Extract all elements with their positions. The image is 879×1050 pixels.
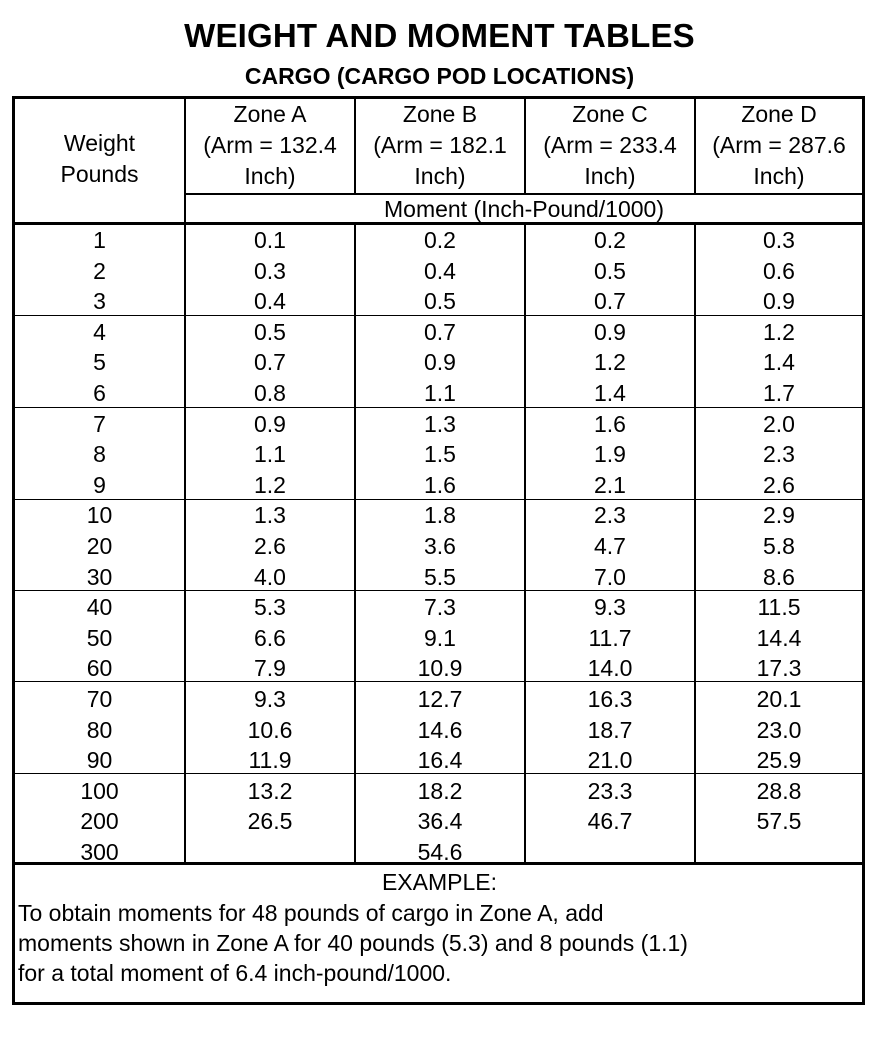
zone-a-cell: 1.3 bbox=[254, 502, 286, 529]
moment-unit-label: Moment (Inch-Pound/1000) bbox=[384, 196, 664, 222]
zone-c-cell: 9.3 bbox=[594, 594, 626, 621]
weight-cell: 100 bbox=[80, 777, 119, 804]
zone-d-cell: 2.3 bbox=[763, 441, 795, 468]
zone-header-a bbox=[186, 99, 354, 192]
zone-header-b bbox=[356, 99, 524, 192]
zone-b-cell: 0.4 bbox=[424, 257, 456, 284]
zone-header-c bbox=[526, 99, 694, 192]
zone-d-cell: 11.5 bbox=[757, 594, 801, 621]
page-subtitle: CARGO (CARGO POD LOCATIONS) bbox=[244, 63, 635, 89]
zone-b-cell: 3.6 bbox=[424, 532, 456, 559]
zone-name: Zone B bbox=[402, 101, 478, 127]
zone-a-cell: 1.2 bbox=[254, 471, 286, 498]
zone-c-cell: 0.5 bbox=[594, 257, 626, 284]
zone-d-cell: 1.7 bbox=[763, 379, 795, 406]
zone-d-cell bbox=[696, 837, 862, 868]
example-heading: EXAMPLE: bbox=[381, 869, 498, 895]
zone-a-cell: 7.9 bbox=[254, 655, 286, 682]
zone-unit: Inch) bbox=[753, 163, 805, 189]
zone-b-cell: 18.2 bbox=[417, 777, 463, 804]
zone-arm: (Arm = 287.6 bbox=[712, 132, 846, 158]
zone-d-column bbox=[696, 225, 862, 867]
zone-c-cell: 4.7 bbox=[594, 532, 626, 559]
zone-d-cell: 2.6 bbox=[763, 471, 795, 498]
weight-cell: 30 bbox=[86, 563, 113, 590]
zone-b-cell: 9.1 bbox=[424, 624, 456, 651]
weight-cell: 50 bbox=[86, 624, 113, 651]
weight-cell: 300 bbox=[80, 838, 119, 865]
weight-cell: 7 bbox=[93, 410, 106, 437]
weight-cell: 6 bbox=[93, 379, 106, 406]
zone-a-cell: 0.4 bbox=[254, 288, 286, 315]
zone-d-cell: 1.4 bbox=[763, 349, 795, 376]
zone-d-cell: 25.9 bbox=[756, 747, 802, 774]
zone-unit: Inch) bbox=[414, 163, 466, 189]
zone-c-cell: 1.2 bbox=[594, 349, 626, 376]
weight-header bbox=[15, 128, 184, 190]
zone-c-cell: 7.0 bbox=[594, 563, 626, 590]
weight-cell: 3 bbox=[93, 288, 106, 315]
weight-cell: 1 bbox=[93, 227, 106, 253]
zone-c-cell: 46.7 bbox=[587, 808, 633, 835]
zone-d-cell: 57.5 bbox=[756, 808, 802, 835]
zone-d-cell: 28.8 bbox=[756, 777, 802, 804]
example-line: To obtain moments for 48 pounds of cargo in Zone A, add bbox=[18, 900, 604, 926]
zone-c-cell: 0.7 bbox=[594, 288, 626, 315]
weight-cell: 70 bbox=[86, 685, 113, 712]
zone-b-cell: 1.6 bbox=[424, 471, 456, 498]
zone-a-cell: 5.3 bbox=[254, 594, 286, 621]
zone-b-cell: 54.6 bbox=[417, 838, 463, 865]
zone-a-cell: 4.0 bbox=[254, 563, 286, 590]
weight-cell: 4 bbox=[93, 318, 106, 345]
zone-d-cell: 0.3 bbox=[763, 227, 795, 253]
zone-c-cell: 2.3 bbox=[594, 502, 626, 529]
zone-a-cell: 0.7 bbox=[254, 349, 286, 376]
zone-c-cell: 0.2 bbox=[594, 227, 626, 253]
zone-d-cell: 8.6 bbox=[763, 563, 795, 590]
zone-a-cell: 9.3 bbox=[254, 685, 286, 712]
zone-b-column bbox=[356, 225, 524, 867]
page-title: WEIGHT AND MOMENT TABLES bbox=[184, 17, 695, 54]
weight-cell: 2 bbox=[93, 257, 106, 284]
example-line: for a total moment of 6.4 inch-pound/1000. bbox=[18, 960, 452, 986]
zone-d-cell: 23.0 bbox=[756, 716, 802, 743]
zone-b-cell: 12.7 bbox=[417, 685, 463, 712]
weight-cell: 8 bbox=[93, 441, 106, 468]
weight-header-line: Weight bbox=[63, 130, 136, 156]
zone-arm: (Arm = 233.4 bbox=[543, 132, 677, 158]
zone-b-cell: 16.4 bbox=[417, 747, 463, 774]
weight-header-line: Pounds bbox=[60, 161, 139, 187]
weight-cell: 20 bbox=[86, 532, 113, 559]
zone-b-cell: 10.9 bbox=[417, 655, 463, 682]
zone-d-cell: 17.3 bbox=[756, 655, 802, 682]
zone-b-cell: 14.6 bbox=[417, 716, 463, 743]
zone-b-cell: 0.2 bbox=[424, 227, 456, 253]
zone-d-cell: 2.9 bbox=[763, 502, 795, 529]
zone-b-cell: 1.3 bbox=[424, 410, 456, 437]
zone-a-cell: 1.1 bbox=[254, 441, 286, 468]
zone-c-cell: 1.9 bbox=[594, 441, 626, 468]
zone-unit: Inch) bbox=[244, 163, 296, 189]
weight-cell: 9 bbox=[93, 471, 106, 498]
zone-d-cell: 14.4 bbox=[756, 624, 802, 651]
zone-a-cell: 0.1 bbox=[254, 227, 286, 253]
zone-d-cell: 0.6 bbox=[763, 257, 795, 284]
zone-b-cell: 36.4 bbox=[417, 808, 463, 835]
zone-c-column bbox=[526, 225, 694, 867]
zone-b-cell: 1.1 bbox=[424, 379, 456, 406]
zone-header-d bbox=[696, 99, 862, 192]
zone-a-cell: 0.9 bbox=[254, 410, 286, 437]
zone-d-cell: 2.0 bbox=[763, 410, 795, 437]
weight-cell: 90 bbox=[86, 747, 113, 774]
zone-name: Zone A bbox=[233, 101, 307, 127]
zone-c-cell: 23.3 bbox=[587, 777, 633, 804]
zone-b-cell: 1.8 bbox=[424, 502, 456, 529]
zone-a-cell: 2.6 bbox=[254, 532, 286, 559]
zone-c-cell: 2.1 bbox=[594, 471, 626, 498]
zone-arm: (Arm = 182.1 bbox=[373, 132, 507, 158]
zone-c-cell: 0.9 bbox=[594, 318, 626, 345]
zone-a-cell bbox=[186, 837, 354, 868]
zone-a-cell: 6.6 bbox=[254, 624, 286, 651]
zone-a-cell: 0.5 bbox=[254, 318, 286, 345]
zone-b-cell: 5.5 bbox=[424, 563, 456, 590]
zone-c-cell: 18.7 bbox=[587, 716, 633, 743]
zone-arm: (Arm = 132.4 bbox=[203, 132, 337, 158]
zone-a-cell: 26.5 bbox=[247, 808, 293, 835]
zone-b-cell: 0.7 bbox=[424, 318, 456, 345]
zone-name: Zone D bbox=[741, 101, 817, 127]
zone-name: Zone C bbox=[572, 101, 648, 127]
zone-d-cell: 1.2 bbox=[763, 318, 795, 345]
zone-b-cell: 0.5 bbox=[424, 288, 456, 315]
weight-cell: 60 bbox=[86, 655, 113, 682]
zone-d-cell: 5.8 bbox=[763, 532, 795, 559]
zone-c-cell bbox=[526, 837, 694, 868]
zone-unit: Inch) bbox=[584, 163, 636, 189]
zone-c-cell: 14.0 bbox=[587, 655, 633, 682]
weight-cell: 80 bbox=[86, 716, 113, 743]
weight-cell: 200 bbox=[80, 808, 119, 835]
weight-column bbox=[15, 225, 184, 867]
example-line: moments shown in Zone A for 40 pounds (5.3) and 8 pounds (1.1) bbox=[18, 930, 688, 956]
zone-b-cell: 7.3 bbox=[424, 594, 456, 621]
zone-c-cell: 21.0 bbox=[587, 747, 633, 774]
zone-a-cell: 10.6 bbox=[247, 716, 293, 743]
weight-cell: 10 bbox=[86, 502, 113, 529]
zone-c-cell: 1.4 bbox=[594, 379, 626, 406]
zone-a-cell: 11.9 bbox=[248, 747, 292, 774]
weight-cell: 5 bbox=[93, 349, 106, 376]
zone-b-cell: 1.5 bbox=[424, 441, 456, 468]
zone-b-cell: 0.9 bbox=[424, 349, 456, 376]
weight-cell: 40 bbox=[86, 594, 113, 621]
zone-a-cell: 0.3 bbox=[254, 257, 286, 284]
zone-d-cell: 20.1 bbox=[756, 685, 802, 712]
zone-c-cell: 11.7 bbox=[588, 624, 632, 651]
zone-c-cell: 1.6 bbox=[594, 410, 626, 437]
zone-c-cell: 16.3 bbox=[587, 685, 633, 712]
zone-a-cell: 13.2 bbox=[247, 777, 293, 804]
zone-a-cell: 0.8 bbox=[254, 379, 286, 406]
zone-d-cell: 0.9 bbox=[763, 288, 795, 315]
example-body bbox=[18, 898, 863, 988]
zone-a-column bbox=[186, 225, 354, 867]
